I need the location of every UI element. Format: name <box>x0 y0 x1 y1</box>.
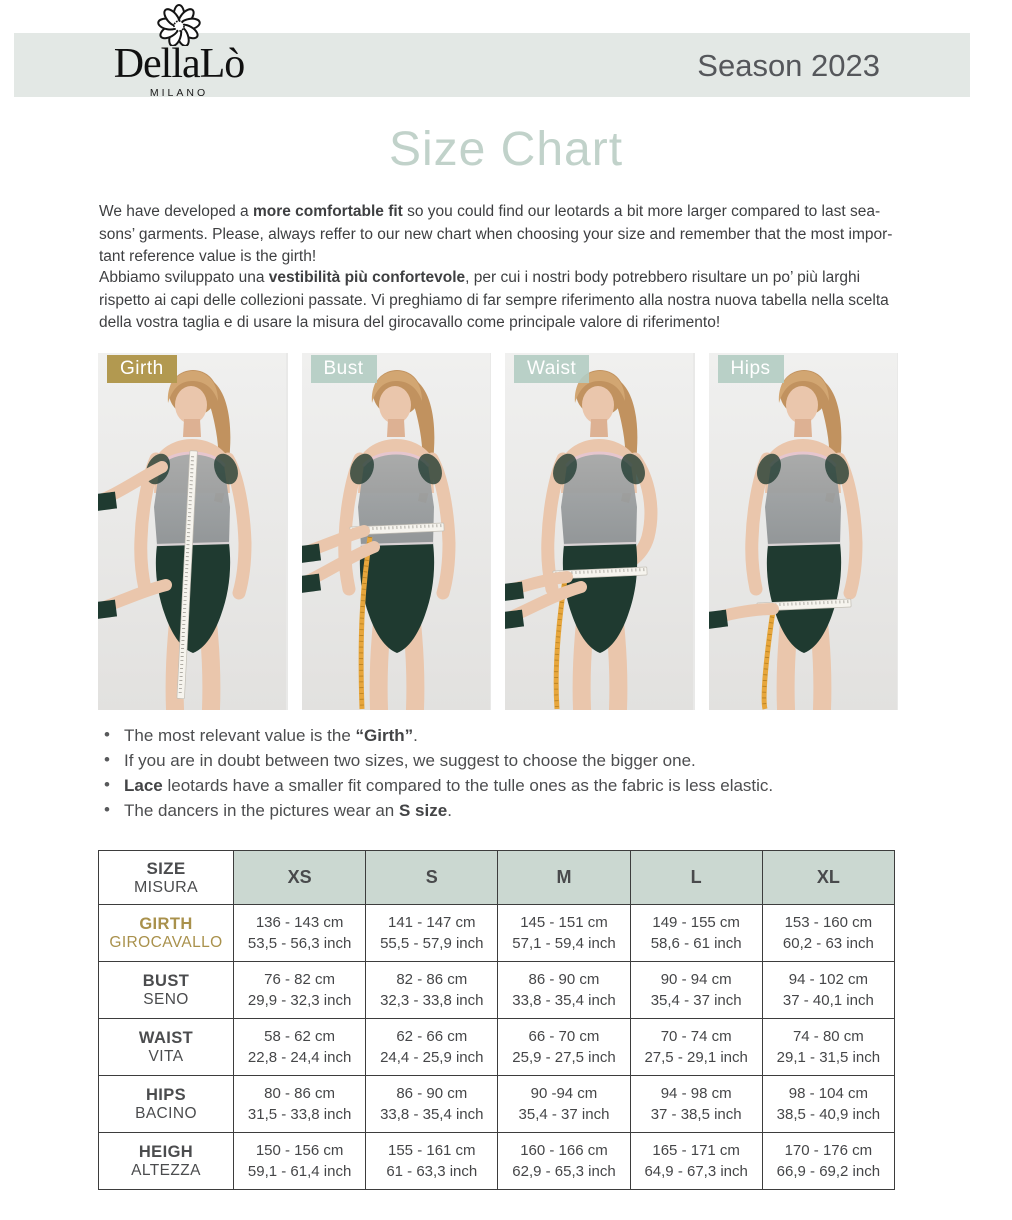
row-label: GIRTH GIROCAVALLO <box>99 905 234 962</box>
table-cell: 90 -94 cm 35,4 - 37 inch <box>498 1076 630 1133</box>
table-row-bust <box>99 962 895 1019</box>
table-cell: 136 - 143 cm 53,5 - 56,3 inch <box>234 905 366 962</box>
table-header-size-xl: XL <box>762 851 894 905</box>
measurement-badge: Bust <box>311 355 377 383</box>
notes-list <box>100 727 900 827</box>
page-title: Size Chart <box>388 123 624 176</box>
season-label: Season 2023 <box>697 48 880 83</box>
table-row-girth <box>99 905 895 962</box>
table-cell: 80 - 86 cm 31,5 - 33,8 inch <box>234 1076 366 1133</box>
table-cell: 94 - 98 cm 37 - 38,5 inch <box>630 1076 762 1133</box>
table-header-row <box>99 851 895 905</box>
table-cell: 98 - 104 cm 38,5 - 40,9 inch <box>762 1076 894 1133</box>
table-cell: 170 - 176 cm 66,9 - 69,2 inch <box>762 1133 894 1190</box>
row-label: HEIGH ALTEZZA <box>99 1133 234 1190</box>
table-header-size-s: S <box>366 851 498 905</box>
table-cell: 86 - 90 cm 33,8 - 35,4 inch <box>498 962 630 1019</box>
intro-paragraph-en: We have developed a more comfortable fit so you could find our leotards a bit more larger compared to last sea- sons’ garments. Please, always reffer to our new chart when choosing your size and remember that the most impor- tant reference value is the girth! <box>99 203 893 265</box>
table-cell: 82 - 86 cm 32,3 - 33,8 inch <box>366 962 498 1019</box>
table-header-size-l: L <box>630 851 762 905</box>
measurement-badge: Hips <box>718 355 784 383</box>
photo-hips <box>709 353 899 710</box>
table-cell: 62 - 66 cm 24,4 - 25,9 inch <box>366 1019 498 1076</box>
model-photo-illustration <box>302 353 490 710</box>
bullet-item: • Lace leotards have a smaller fit compared to the tulle ones as the fabric is less elastic. <box>100 777 900 794</box>
measurement-photos <box>98 353 898 710</box>
table-cell: 66 - 70 cm 25,9 - 27,5 inch <box>498 1019 630 1076</box>
flower-icon <box>157 2 201 46</box>
table-row-hips <box>99 1076 895 1133</box>
row-label: HIPS BACINO <box>99 1076 234 1133</box>
table-cell: 155 - 161 cm 61 - 63,3 inch <box>366 1133 498 1190</box>
brand-city: MILANO <box>149 87 209 99</box>
table-cell: 58 - 62 cm 22,8 - 24,4 inch <box>234 1019 366 1076</box>
table-cell: 149 - 155 cm 58,6 - 61 inch <box>630 905 762 962</box>
table-header-size-xs: XS <box>234 851 366 905</box>
measurement-badge: Waist <box>514 355 589 383</box>
brand-logo <box>100 2 258 99</box>
bullet-item: • The most relevant value is the “Girth”. <box>100 727 900 744</box>
row-label: BUST SENO <box>99 962 234 1019</box>
photo-waist <box>505 353 695 710</box>
photo-girth <box>98 353 288 710</box>
table-cell: 160 - 166 cm 62,9 - 65,3 inch <box>498 1133 630 1190</box>
brand-name: DellaLò <box>113 41 245 87</box>
bullet-item: • The dancers in the pictures wear an S size. <box>100 802 900 819</box>
table-header-size-misura: SIZE MISURA <box>99 851 234 905</box>
table-cell: 153 - 160 cm 60,2 - 63 inch <box>762 905 894 962</box>
model-photo-illustration <box>98 353 286 710</box>
table-cell: 70 - 74 cm 27,5 - 29,1 inch <box>630 1019 762 1076</box>
photo-bust <box>302 353 492 710</box>
measurement-badge: Girth <box>107 355 177 383</box>
table-cell: 90 - 94 cm 35,4 - 37 inch <box>630 962 762 1019</box>
table-row-heigh <box>99 1133 895 1190</box>
table-row-waist <box>99 1019 895 1076</box>
size-table <box>98 850 895 1190</box>
table-cell: 86 - 90 cm 33,8 - 35,4 inch <box>366 1076 498 1133</box>
table-cell: 150 - 156 cm 59,1 - 61,4 inch <box>234 1133 366 1190</box>
table-header-size-m: M <box>498 851 630 905</box>
table-cell: 145 - 151 cm 57,1 - 59,4 inch <box>498 905 630 962</box>
bullet-item: • If you are in doubt between two sizes, we suggest to choose the bigger one. <box>100 752 900 769</box>
table-cell: 74 - 80 cm 29,1 - 31,5 inch <box>762 1019 894 1076</box>
table-cell: 165 - 171 cm 64,9 - 67,3 inch <box>630 1133 762 1190</box>
model-photo-illustration <box>709 353 897 710</box>
table-cell: 94 - 102 cm 37 - 40,1 inch <box>762 962 894 1019</box>
intro-paragraph-it: Abbiamo sviluppato una vestibilità più confortevole, per cui i nostri body potrebbero risultare un po’ più larghi rispetto ai capi delle collezioni passate. Vi preghiamo di far sempre riferimento alla nostra nuova tabella nella scelta della vostra taglia e di usare la misura del girocavallo come principale valore di riferimento! <box>99 269 889 331</box>
row-label: WAIST VITA <box>99 1019 234 1076</box>
table-cell: 76 - 82 cm 29,9 - 32,3 inch <box>234 962 366 1019</box>
model-photo-illustration <box>505 353 693 710</box>
table-cell: 141 - 147 cm 55,5 - 57,9 inch <box>366 905 498 962</box>
